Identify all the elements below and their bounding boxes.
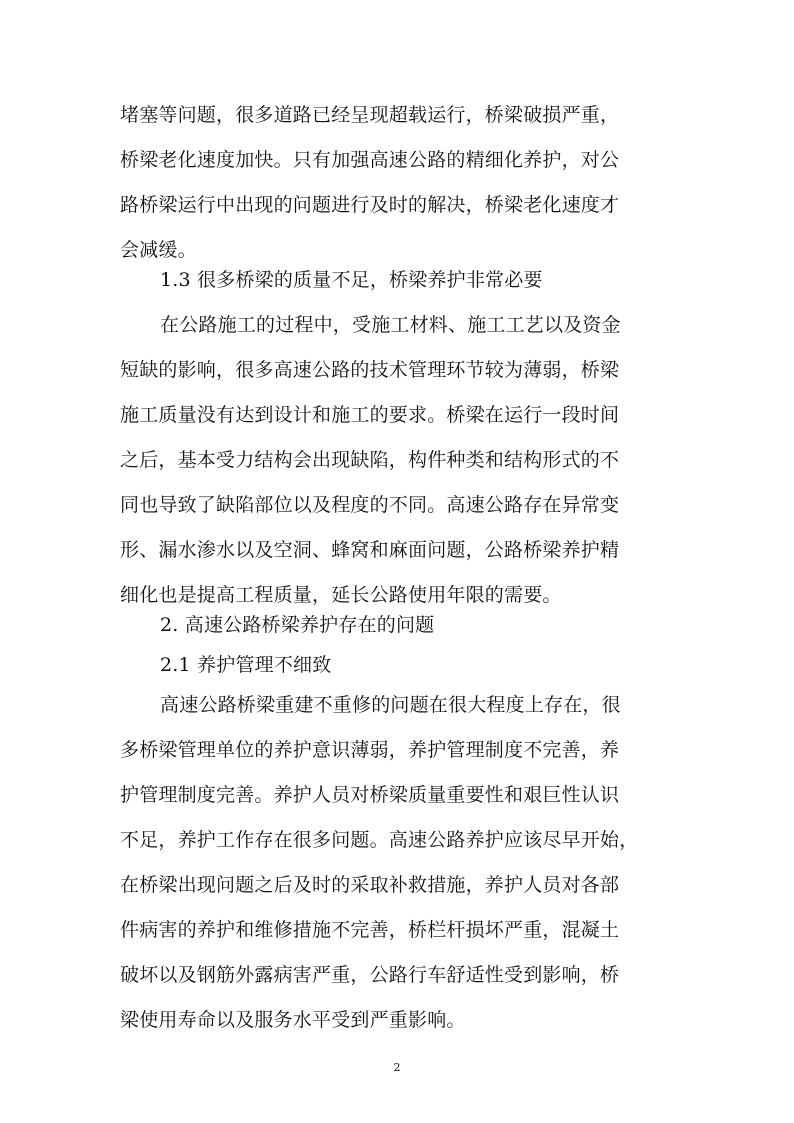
paragraph-line: 会减缓。 [120, 239, 197, 261]
paragraph-line: 在公路施工的过程中，受施工材料、施工工艺以及资金 [160, 314, 621, 336]
paragraph-line: 多桥梁管理单位的养护意识薄弱，养护管理制度不完善，养 [120, 739, 620, 761]
section-heading: 2. 高速公路桥梁养护存在的问题 [160, 614, 435, 636]
paragraph-line: 高速公路桥梁重建不重修的问题在很大程度上存在，很 [160, 694, 621, 716]
paragraph-line: 之后，基本受力结构会出现缺陷，构件种类和结构形式的不 [120, 449, 620, 471]
paragraph-line: 护管理制度完善。养护人员对桥梁质量重要性和艰巨性认识 [120, 784, 620, 806]
paragraph-line: 桥梁老化速度加快。只有加强高速公路的精细化养护，对公 [120, 149, 620, 171]
paragraph-line: 细化也是提高工程质量，延长公路使用年限的需要。 [120, 584, 562, 606]
paragraph-line: 破坏以及钢筋外露病害严重，公路行车舒适性受到影响，桥 [120, 964, 620, 986]
paragraph-line: 同也导致了缺陷部位以及程度的不同。高速公路存在异常变 [120, 494, 620, 516]
paragraph-line: 短缺的影响，很多高速公路的技术管理环节较为薄弱，桥梁 [120, 359, 620, 381]
paragraph-line: 施工质量没有达到设计和施工的要求。桥梁在运行一段时间 [120, 404, 620, 426]
paragraph-line: 形、漏水渗水以及空洞、蜂窝和麻面问题，公路桥梁养护精 [120, 539, 620, 561]
paragraph-line: 在桥梁出现问题之后及时的采取补救措施，养护人员对各部 [120, 874, 620, 896]
paragraph-line: 不足，养护工作存在很多问题。高速公路养护应该尽早开始， [120, 829, 639, 851]
paragraph-line: 件病害的养护和维修措施不完善，桥栏杆损坏严重，混凝土 [120, 919, 620, 941]
paragraph-line: 路桥梁运行中出现的问题进行及时的解决，桥梁老化速度才 [120, 194, 620, 216]
paragraph-line: 梁使用寿命以及服务水平受到严重影响。 [120, 1009, 466, 1031]
subsection-heading: 2.1 养护管理不细致 [160, 654, 332, 676]
paragraph-line: 堵塞等问题，很多道路已经呈现超载运行，桥梁破损严重， [120, 104, 620, 126]
section-heading: 1.3 很多桥梁的质量不足，桥梁养护非常必要 [160, 269, 543, 291]
page-number: 2 [393, 1061, 401, 1074]
